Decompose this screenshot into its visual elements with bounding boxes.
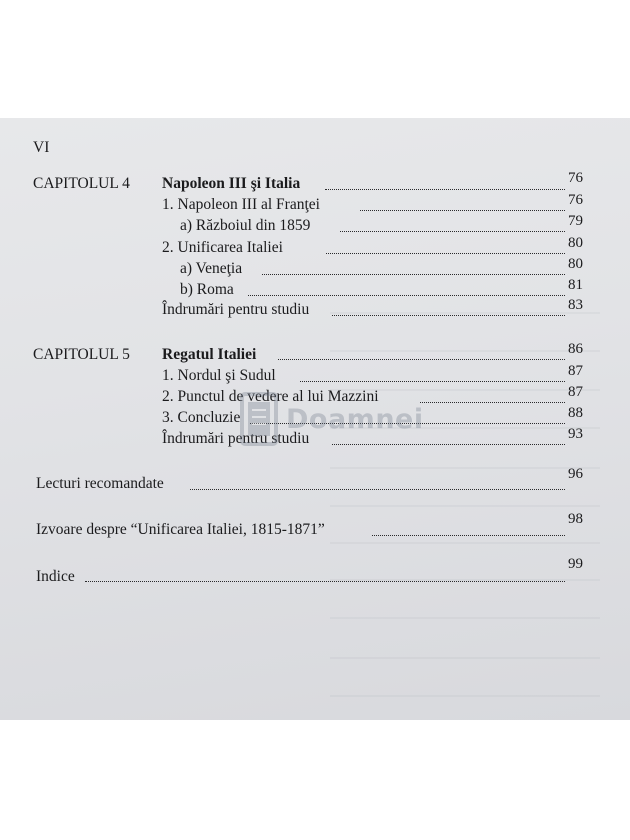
page-ref: 79 — [568, 213, 583, 229]
dot-leader — [262, 273, 565, 275]
page-ref: 86 — [568, 341, 583, 357]
watermark-text: Doamnei — [286, 404, 424, 435]
chapter-label: CAPITOLUL 4 — [33, 175, 130, 192]
page-ref: 76 — [568, 192, 583, 208]
chapter-title: Regatul Italiei — [162, 346, 257, 363]
toc-entry: 2. Unificarea Italiei — [162, 239, 283, 256]
page-ref: 81 — [568, 277, 583, 293]
page-ref: 88 — [568, 405, 583, 421]
dot-leader — [250, 422, 565, 424]
chapter-title: Napoleon III şi Italia — [162, 175, 301, 192]
toc-entry: a) Războiul din 1859 — [180, 217, 311, 234]
dot-leader — [332, 443, 565, 445]
toc-entry: b) Roma — [180, 281, 234, 298]
page-ref: 80 — [568, 235, 583, 251]
toc-entry: Îndrumări pentru studiu — [162, 301, 310, 318]
book-page — [0, 118, 630, 720]
dot-leader — [278, 358, 565, 360]
dot-leader — [190, 488, 565, 490]
toc-entry: Îndrumări pentru studiu — [162, 430, 310, 447]
dot-leader — [325, 188, 565, 190]
page-ref: 99 — [568, 556, 583, 572]
dot-leader — [340, 230, 565, 232]
dot-leader — [326, 252, 565, 254]
page-ref: 98 — [568, 511, 583, 527]
dot-leader — [332, 314, 565, 316]
toc-entry: Izvoare despre “Unificarea Italiei, 1815-1871” — [36, 521, 325, 538]
dot-leader — [360, 209, 565, 211]
dot-leader — [420, 401, 565, 403]
dot-leader — [248, 294, 565, 296]
toc-entry: 2. Punctul de vedere al lui Mazzini — [162, 388, 379, 405]
toc-entry: 1. Nordul şi Sudul — [162, 367, 276, 384]
page-ref: 87 — [568, 384, 583, 400]
page-ref: 96 — [568, 466, 583, 482]
dot-leader — [372, 534, 565, 536]
toc-entry: Indice — [36, 568, 75, 585]
toc-entry: Lecturi recomandate — [36, 475, 164, 492]
page-ref: 76 — [568, 170, 583, 186]
page-number: VI — [33, 139, 50, 156]
chapter-label: CAPITOLUL 5 — [33, 346, 130, 363]
page-ref: 87 — [568, 363, 583, 379]
dot-leader — [300, 380, 565, 382]
page-ref: 83 — [568, 297, 583, 313]
dot-leader — [85, 580, 565, 582]
toc-entry: 3. Concluzie — [162, 409, 241, 426]
toc-entry: 1. Napoleon III al Franţei — [162, 196, 320, 213]
toc-entry: a) Veneţia — [180, 260, 243, 277]
page-ref: 80 — [568, 256, 583, 272]
page-ref: 93 — [568, 426, 583, 442]
